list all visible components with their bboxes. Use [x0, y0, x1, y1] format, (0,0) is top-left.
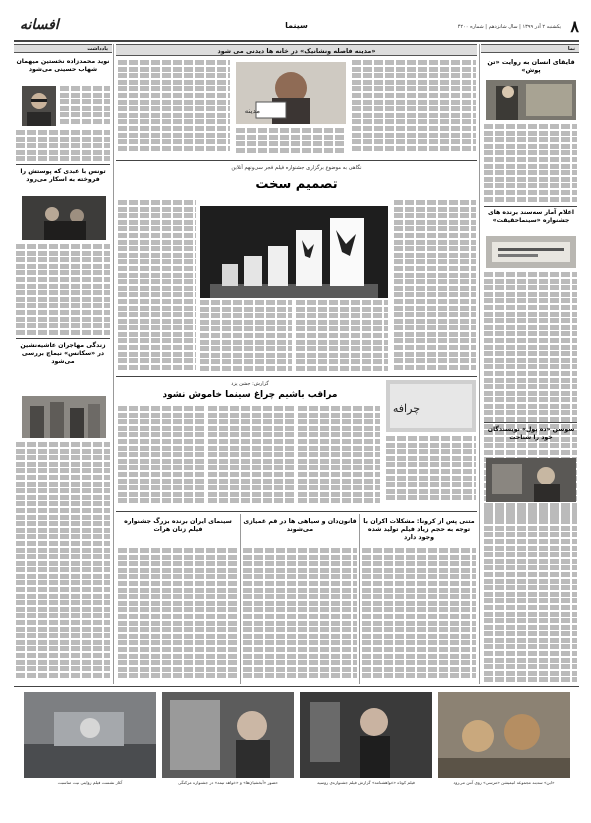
right-column-label-bar	[481, 44, 579, 53]
left-story2-title: تونس با عبدی که پوستش را فروخته به اسکار می‌رود	[20, 168, 106, 183]
left-story2-body	[16, 244, 110, 336]
right-story1-title: قایقای انسان به روایت «تن پوش»	[487, 58, 575, 74]
top-story-photo	[236, 62, 346, 124]
top-story-col2	[118, 60, 230, 156]
strip-photo-3	[162, 692, 294, 778]
logo: افسانه	[20, 17, 59, 33]
right-story3-title: سوسن «ده پول» نویسندگان خود را شناخت	[487, 426, 575, 441]
left-story1-title: نوید محمدزاده نخستین میهمان شهاب حسینی می‌شود	[16, 58, 110, 73]
bottom-story1-title: متنی پس از کرونا: مشکلات اکران با توجه به حجم زیاد فیلم تولید شده وجود دارد	[363, 518, 475, 541]
top-story-title: «مدینه فاصله ونشانیک» در خانه ها دیدنی می شود	[217, 47, 376, 55]
bottom-story3-title: سینمای ایران برنده بزرگ جشنواره فیلم زنان هرات	[124, 518, 232, 533]
page-number: ۸	[570, 17, 579, 36]
left-column-label: یادداشت	[87, 46, 108, 52]
left-story1-photo	[22, 86, 56, 126]
bottom-story1-body	[362, 548, 476, 682]
second-feature-col1	[386, 436, 476, 508]
left-story3-photo	[22, 396, 106, 438]
right-story2-photo	[486, 236, 576, 268]
date-line: یکشنبه ۲ آذر ۱۳۹۹ | سال شانزدهم | شماره ۴۲۰۰	[457, 24, 561, 30]
left-story1-body-a	[60, 86, 110, 128]
feature-photo-statues	[200, 206, 388, 298]
strip-photo-1	[438, 692, 570, 778]
left-column-label-bar	[14, 44, 112, 53]
right-column-label: نما	[567, 46, 575, 52]
feature-col-left	[118, 200, 196, 374]
bottom-story2-title: قانون‌دان و سیاهی ها در قم غمیازی می‌شوند	[243, 518, 357, 533]
top-story-col1	[352, 60, 476, 156]
right-story3-body	[484, 506, 577, 684]
bottom-story3-body	[118, 548, 238, 682]
left-story3-title: زندگی مهاجران عاشیه‌نشین در «سکانس» نیماچ بررسی می‌شود	[20, 342, 106, 365]
section-title: سینما	[285, 21, 308, 30]
feature-col-right	[394, 200, 476, 374]
strip-photo-4	[24, 692, 156, 778]
second-feature-col3	[208, 406, 294, 508]
page-header	[14, 14, 579, 42]
right-story1-photo	[486, 80, 576, 120]
poster-photo	[386, 380, 476, 432]
right-story3-photo	[486, 458, 576, 502]
second-feature-title: مراقب باشیم چراغ سینما خاموش نشود	[162, 390, 338, 400]
strip-photo-2	[300, 692, 432, 778]
left-story1-body-b	[16, 130, 110, 162]
right-story1-body	[484, 124, 577, 204]
top-story-title-bar	[116, 44, 477, 56]
second-feature-kicker: گزارش: جشن یزد	[231, 381, 269, 387]
second-feature-col2	[298, 406, 380, 508]
strip-caption-1: «ابن» سه‌بند مجموعه انیمیشن «مرسی» روی آنتن می‌رود	[453, 780, 555, 785]
strip-caption-2: فیلم کوتاه «خواهشنامه» گزارش فیلم جشنواره‌ی روسیه	[317, 780, 415, 785]
top-story-under-photo	[236, 128, 346, 156]
feature-title: تصمیم سخت	[255, 177, 338, 192]
svg-text:مدینه: مدینه	[244, 107, 260, 115]
feature-kicker: نگاهی به موضوع برگزاری جشنواره فیلم فجر سی‌ونهم آنلاین	[231, 165, 362, 171]
second-feature-col4	[118, 406, 204, 508]
right-story2-title: اعلام آمار سه‌سند برنده های جشنواره «سینماحقیقت»	[487, 209, 575, 224]
header-rule	[14, 40, 579, 42]
poster-text: چرافه	[392, 402, 420, 415]
left-story3-body	[16, 442, 110, 682]
strip-caption-3: حضور «آبخشیان‌ها» و «خواهد تیمه» در جشنواره مرکنگی	[178, 780, 278, 785]
left-story2-photo	[22, 196, 106, 240]
bottom-story2-body	[243, 548, 357, 682]
strip-caption-4: آغاز نشست فیلم روایتی نیت مناسبت	[57, 780, 123, 785]
feature-col-mid2	[296, 300, 388, 374]
feature-col-mid	[200, 300, 292, 374]
